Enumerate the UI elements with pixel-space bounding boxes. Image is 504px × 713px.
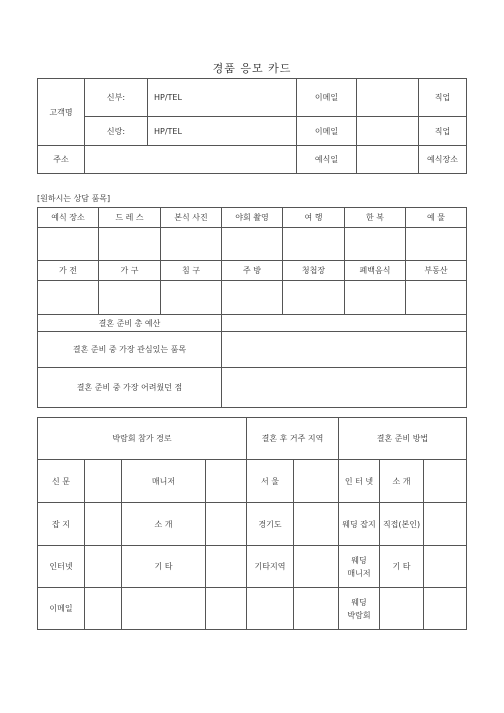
item-gifts: 예 물 — [406, 208, 467, 228]
check-cell[interactable] — [294, 588, 339, 630]
opt-wedding-fair — [339, 588, 380, 630]
item-photo: 본식 사진 — [161, 208, 222, 228]
check-cell[interactable] — [206, 503, 247, 546]
opt-manager: 매니저 — [122, 460, 206, 503]
address-label: 주소 — [38, 146, 85, 174]
item-kitchen: 주 방 — [222, 261, 283, 281]
empty-cell — [247, 588, 294, 630]
budget-label: 결혼 준비 총 예산 — [38, 315, 222, 332]
groom-job-label: 직업 — [419, 79, 467, 117]
check-cell[interactable] — [345, 281, 406, 315]
item-real-estate: 부동산 — [406, 261, 467, 281]
opt-magazine: 잡 지 — [38, 503, 85, 546]
check-cell[interactable] — [424, 546, 467, 588]
opt-internet: 인터넷 — [38, 546, 85, 588]
bride-label: 신랑: — [85, 117, 148, 146]
check-cell[interactable] — [345, 228, 406, 261]
check-cell[interactable] — [424, 460, 467, 503]
check-cell[interactable] — [406, 281, 467, 315]
interest-label: 결혼 준비 중 가장 관심있는 품목 — [38, 332, 222, 368]
survey-method-heading: 결혼 준비 방법 — [339, 418, 467, 460]
survey-residence-heading: 결혼 후 거주 지역 — [247, 418, 339, 460]
check-cell[interactable] — [161, 281, 222, 315]
opt-internet-method: 인 터 넷 — [339, 460, 380, 503]
check-cell[interactable] — [222, 228, 283, 261]
check-cell[interactable] — [424, 503, 467, 546]
bride-phone-value[interactable] — [251, 117, 297, 146]
opt-newspaper: 신 문 — [38, 460, 85, 503]
address-value[interactable] — [85, 146, 297, 174]
item-venue: 예식 장소 — [38, 208, 99, 228]
opt-email: 이메일 — [38, 588, 85, 630]
check-cell[interactable] — [99, 228, 161, 261]
check-cell[interactable] — [85, 460, 122, 503]
opt-wedding-fair-label: 웨딩 박람회 — [347, 597, 371, 620]
item-furniture: 가 구 — [99, 261, 161, 281]
check-cell[interactable] — [294, 546, 339, 588]
survey-table — [37, 417, 467, 630]
check-cell[interactable] — [161, 228, 222, 261]
item-appliances: 가 전 — [38, 261, 99, 281]
check-cell[interactable] — [206, 546, 247, 588]
bride-job-label: 직업 — [419, 117, 467, 146]
check-cell[interactable] — [85, 588, 122, 630]
opt-wedding-manager — [339, 546, 380, 588]
groom-phone-label: HP/TEL — [148, 79, 251, 117]
check-cell[interactable] — [85, 503, 122, 546]
check-cell[interactable] — [85, 546, 122, 588]
item-outdoor-shoot: 야회 촬영 — [222, 208, 283, 228]
customer-info-table — [37, 78, 467, 174]
page-title: 경품 응모 카드 — [212, 62, 292, 75]
bride-phone-label: HP/TEL — [148, 117, 251, 146]
opt-wedding-manager-label: 웨딩 매니저 — [347, 555, 371, 578]
item-travel: 여 행 — [283, 208, 345, 228]
opt-introduction-method: 소 개 — [380, 460, 424, 503]
opt-other-region: 기타지역 — [247, 546, 294, 588]
check-cell[interactable] — [99, 281, 161, 315]
opt-wedding-magazine: 웨딩 잡지 — [339, 503, 380, 546]
item-hanbok: 한 복 — [345, 208, 406, 228]
check-cell[interactable] — [406, 228, 467, 261]
check-cell[interactable] — [206, 460, 247, 503]
empty-cell — [122, 588, 206, 630]
groom-email-label: 이메일 — [297, 79, 357, 117]
difficulty-value[interactable] — [222, 368, 467, 408]
check-cell[interactable] — [294, 460, 339, 503]
interest-value[interactable] — [222, 332, 467, 368]
opt-other-method: 기 타 — [380, 546, 424, 588]
check-cell[interactable] — [222, 281, 283, 315]
groom-label: 신부: — [85, 79, 148, 117]
check-cell[interactable] — [424, 588, 467, 630]
empty-cell — [380, 588, 424, 630]
bride-email-label: 이메일 — [297, 117, 357, 146]
opt-introduction: 소 개 — [122, 503, 206, 546]
groom-email-value[interactable] — [357, 79, 419, 117]
wedding-date-label: 예식일 — [297, 146, 357, 174]
item-invitation: 청첩장 — [283, 261, 345, 281]
customer-name-label: 고객명 — [38, 79, 85, 146]
check-cell[interactable] — [294, 503, 339, 546]
check-cell[interactable] — [38, 281, 99, 315]
bride-email-value[interactable] — [357, 117, 419, 146]
check-cell[interactable] — [283, 281, 345, 315]
wedding-venue-label: 예식장소 — [419, 146, 467, 174]
check-cell[interactable] — [206, 588, 247, 630]
opt-gyeonggi: 경기도 — [247, 503, 294, 546]
difficulty-label: 결혼 준비 중 가장 어려웠던 점 — [38, 368, 222, 408]
check-cell[interactable] — [38, 228, 99, 261]
wedding-date-value[interactable] — [357, 146, 419, 174]
opt-self: 직접(본인) — [380, 503, 424, 546]
item-dress: 드 레 스 — [99, 208, 161, 228]
opt-other-route: 기 타 — [122, 546, 206, 588]
check-cell[interactable] — [283, 228, 345, 261]
consult-section-heading: [원하시는 상담 품목] — [37, 194, 111, 203]
survey-route-heading: 박람회 참가 경로 — [38, 418, 247, 460]
consult-items-table — [37, 207, 467, 408]
groom-phone-value[interactable] — [251, 79, 297, 117]
item-bedding: 침 구 — [161, 261, 222, 281]
budget-value[interactable] — [222, 315, 467, 332]
item-pyebaek-food: 폐백음식 — [345, 261, 406, 281]
opt-seoul: 서 울 — [247, 460, 294, 503]
